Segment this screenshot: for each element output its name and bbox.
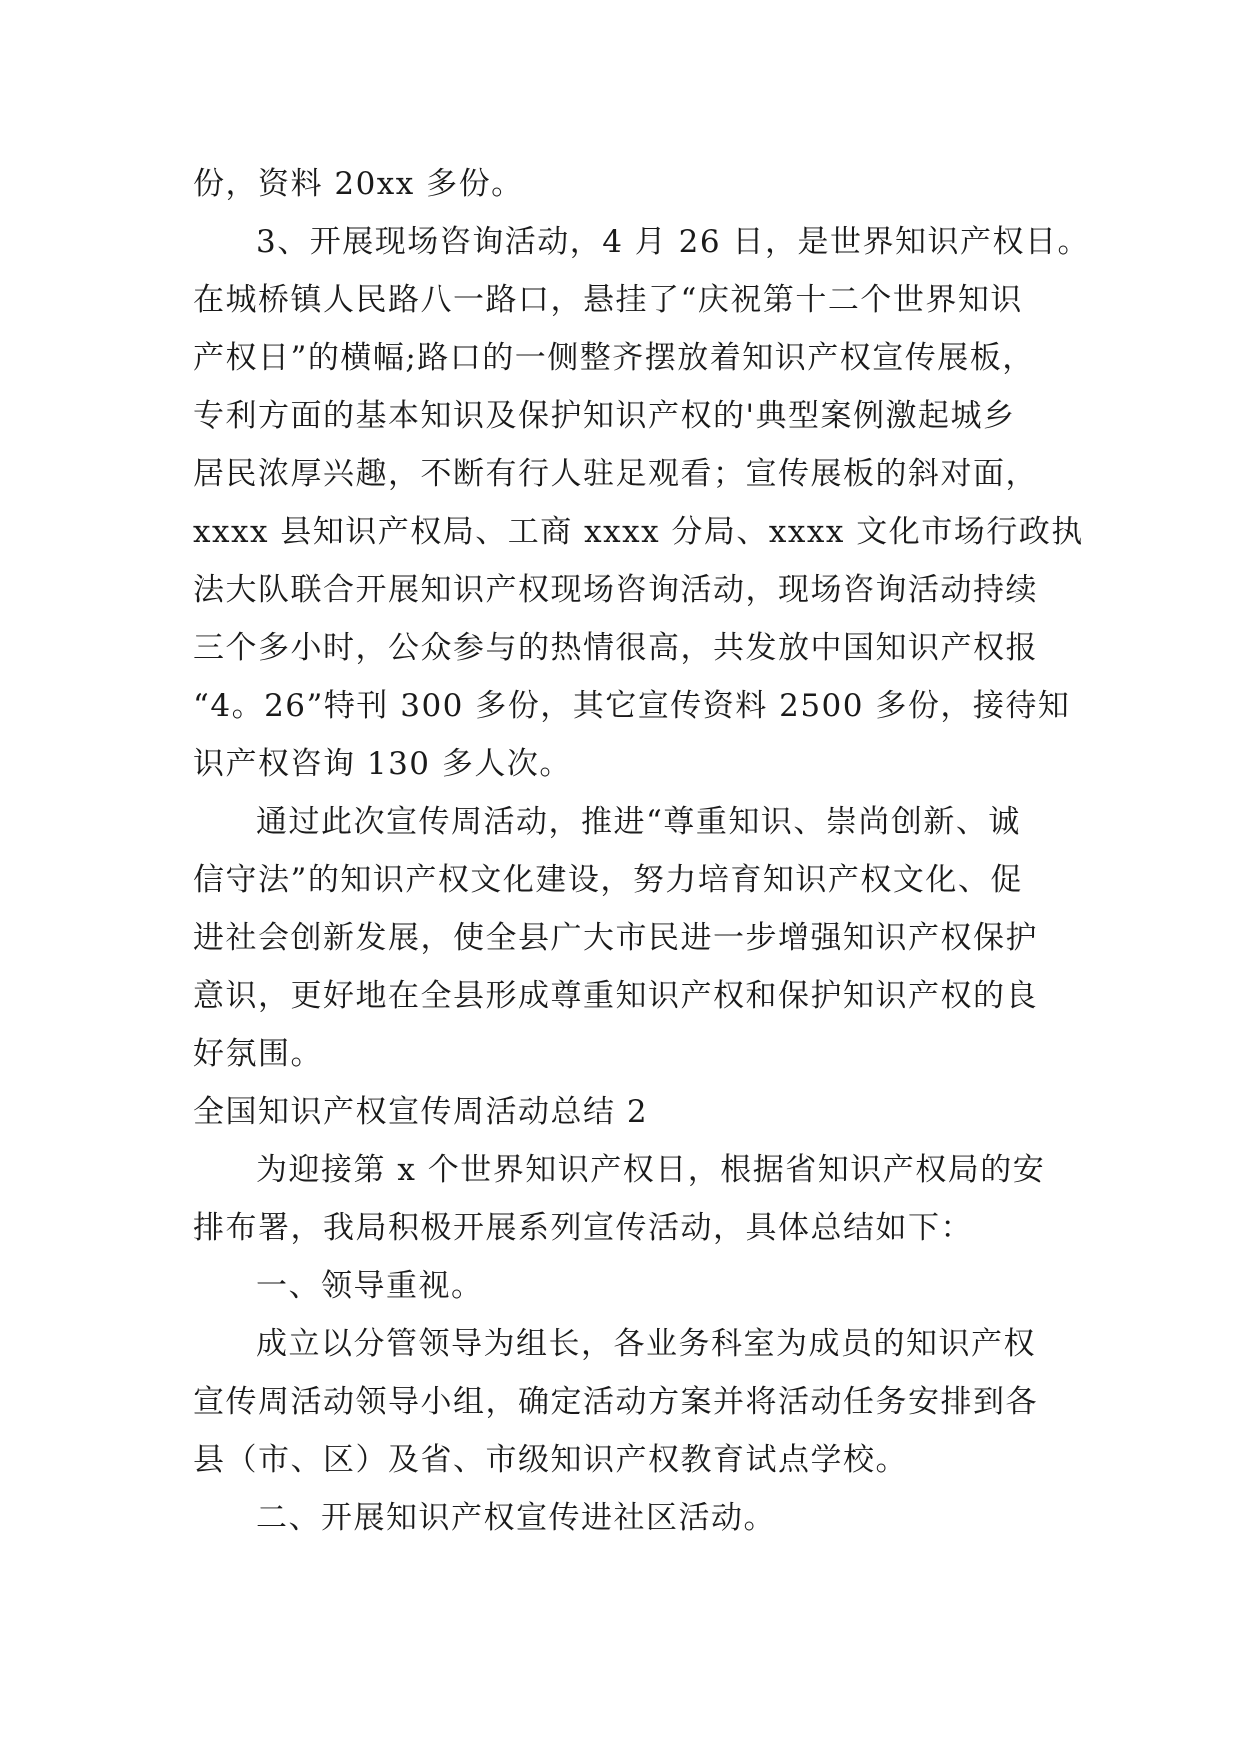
paragraph-line: 份，资料 20xx 多份。 xyxy=(193,166,524,202)
paragraph-line: 县（市、区）及省、市级知识产权教育试点学校。 xyxy=(193,1442,908,1478)
document-body xyxy=(193,155,1090,1547)
paragraph-line: 排布署，我局积极开展系列宣传活动，具体总结如下： xyxy=(193,1210,973,1246)
paragraph-line: 信守法”的知识产权文化建设，努力培育知识产权文化、促 xyxy=(193,862,1023,898)
paragraph-line: 好氛围。 xyxy=(193,1036,323,1072)
paragraph-line: 为迎接第 x 个世界知识产权日，根据省知识产权局的安 xyxy=(256,1152,1046,1188)
paragraph-line: 通过此次宣传周活动，推进“尊重知识、崇尚创新、诚 xyxy=(256,804,1021,840)
section-heading: 全国知识产权宣传周活动总结 2 xyxy=(193,1094,649,1130)
paragraph-line: 二、开展知识产权宣传进社区活动。 xyxy=(256,1500,776,1536)
paragraph-line: 宣传周活动领导小组，确定活动方案并将活动任务安排到各 xyxy=(193,1384,1038,1420)
paragraph-line: 专利方面的基本知识及保护知识产权的'典型案例激起城乡 xyxy=(193,398,1016,434)
paragraph-line: 在城桥镇人民路八一路口，悬挂了“庆祝第十二个世界知识 xyxy=(193,282,1023,318)
paragraph-line: 3、开展现场咨询活动，4 月 26 日，是世界知识产权日。 xyxy=(256,224,1090,260)
paragraph-line: 意识，更好地在全县形成尊重知识产权和保护知识产权的良 xyxy=(193,978,1038,1014)
paragraph-line: 识产权咨询 130 多人次。 xyxy=(193,746,572,782)
paragraph-line: 居民浓厚兴趣，不断有行人驻足观看；宣传展板的斜对面， xyxy=(193,456,1038,492)
paragraph-line: “4。26”特刊 300 多份，其它宣传资料 2500 多份，接待知 xyxy=(193,688,1071,724)
paragraph-line: 产权日”的横幅;路口的一侧整齐摆放着知识产权宣传展板， xyxy=(193,340,1035,376)
paragraph-line: 三个多小时，公众参与的热情很高，共发放中国知识产权报 xyxy=(193,630,1038,666)
paragraph-line: 一、领导重视。 xyxy=(256,1268,484,1304)
paragraph-line: 法大队联合开展知识产权现场咨询活动，现场咨询活动持续 xyxy=(193,572,1038,608)
paragraph-line: 进社会创新发展，使全县广大市民进一步增强知识产权保护 xyxy=(193,920,1038,956)
paragraph-line: xxxx 县知识产权局、工商 xxxx 分局、xxxx 文化市场行政执 xyxy=(193,514,1084,550)
paragraph-line: 成立以分管领导为组长，各业务科室为成员的知识产权 xyxy=(256,1326,1036,1362)
